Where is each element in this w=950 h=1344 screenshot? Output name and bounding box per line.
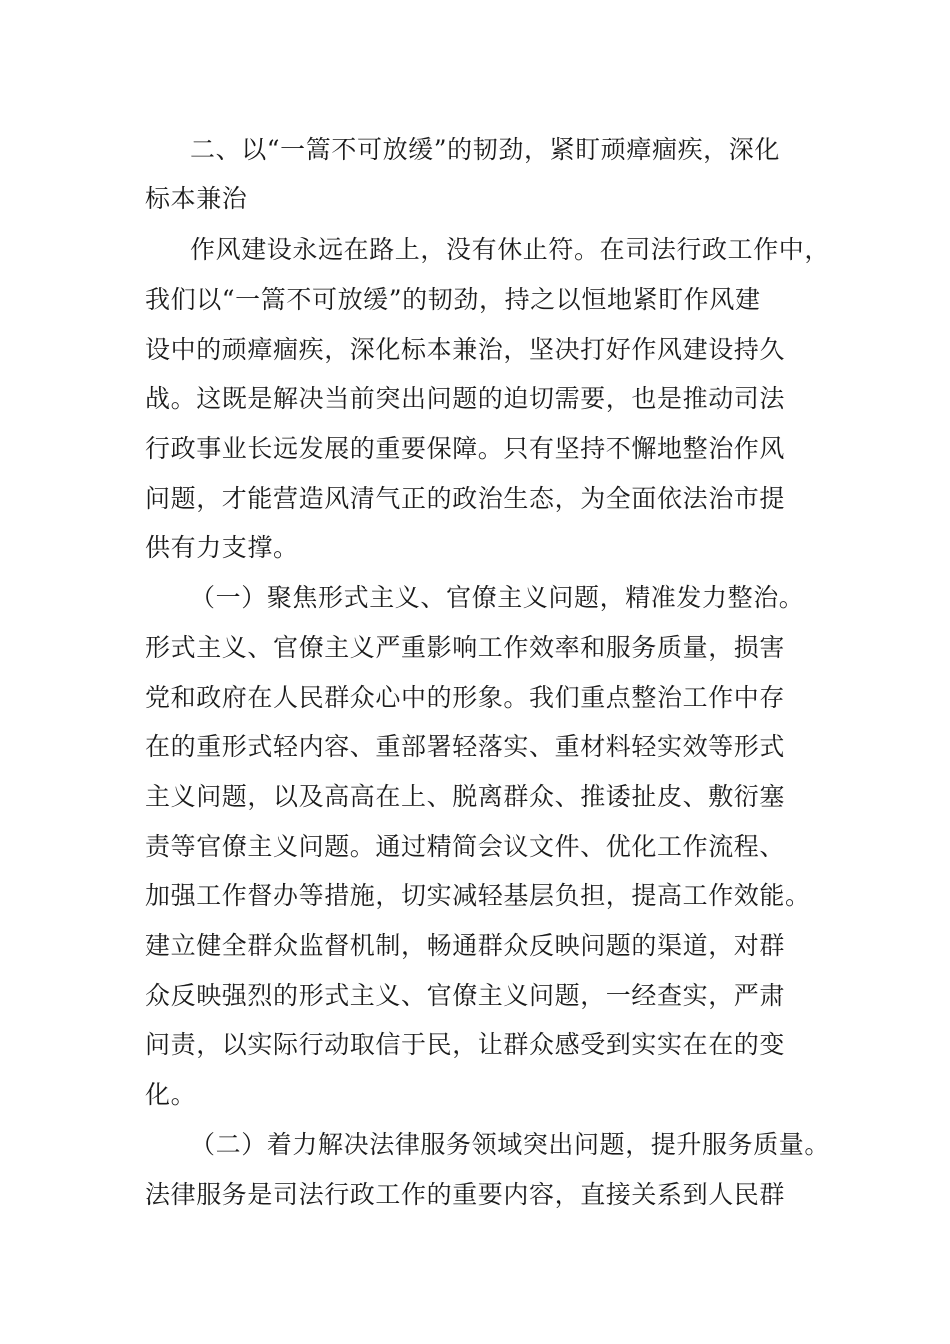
paragraph-2-line-6: 加强工作督办等措施，切实减轻基层负担，提高工作效能。 — [145, 881, 811, 910]
subsection-1-heading: （一）聚焦形式主义、官僚主义问题，精准发力整治。 — [190, 583, 805, 612]
paragraph-2-line-4: 主义问题，以及高高在上、脱离群众、推诿扯皮、敷衍塞 — [145, 782, 786, 811]
paragraph-2-line-3: 在的重形式轻内容、重部署轻落实、重材料轻实效等形式 — [145, 732, 786, 761]
section-heading-line-1: 二、以“一篙不可放缓”的韧劲，紧盯顽瘴痼疾，深化 — [190, 135, 780, 164]
paragraph-2-line-10: 化。 — [145, 1080, 197, 1109]
paragraph-1-line-3: 设中的顽瘴痼疾，深化标本兼治，坚决打好作风建设持久 — [145, 335, 786, 364]
paragraph-1-line-6: 问题，才能营造风清气正的政治生态，为全面依法治市提 — [145, 484, 786, 513]
section-heading-line-2: 标本兼治 — [145, 184, 248, 213]
paragraph-2-line-2: 党和政府在人民群众心中的形象。我们重点整治工作中存 — [145, 683, 786, 712]
paragraph-1-line-4: 战。这既是解决当前突出问题的迫切需要，也是推动司法 — [145, 384, 786, 413]
paragraph-2-line-7: 建立健全群众监督机制，畅通群众反映问题的渠道，对群 — [145, 931, 786, 960]
paragraph-2-line-8: 众反映强烈的形式主义、官僚主义问题，一经查实，严肃 — [145, 981, 786, 1010]
paragraph-2-line-1: 形式主义、官僚主义严重影响工作效率和服务质量，损害 — [145, 633, 786, 662]
subsection-2-heading: （二）着力解决法律服务领域突出问题，提升服务质量。 — [190, 1130, 831, 1159]
paragraph-1-line-2: 我们以“一篙不可放缓”的韧劲，持之以恒地紧盯作风建 — [145, 285, 761, 314]
paragraph-1-line-7: 供有力支撑。 — [145, 533, 299, 562]
paragraph-2-line-5: 责等官僚主义问题。通过精简会议文件、优化工作流程、 — [145, 832, 786, 861]
paragraph-1-line-5: 行政事业长远发展的重要保障。只有坚持不懈地整治作风 — [145, 434, 786, 463]
paragraph-2-line-9: 问责，以实际行动取信于民，让群众感受到实实在在的变 — [145, 1030, 786, 1059]
paragraph-1-line-1: 作风建设永远在路上，没有休止符。在司法行政工作中， — [190, 235, 831, 264]
paragraph-3-line-1: 法律服务是司法行政工作的重要内容，直接关系到人民群 — [145, 1180, 786, 1209]
